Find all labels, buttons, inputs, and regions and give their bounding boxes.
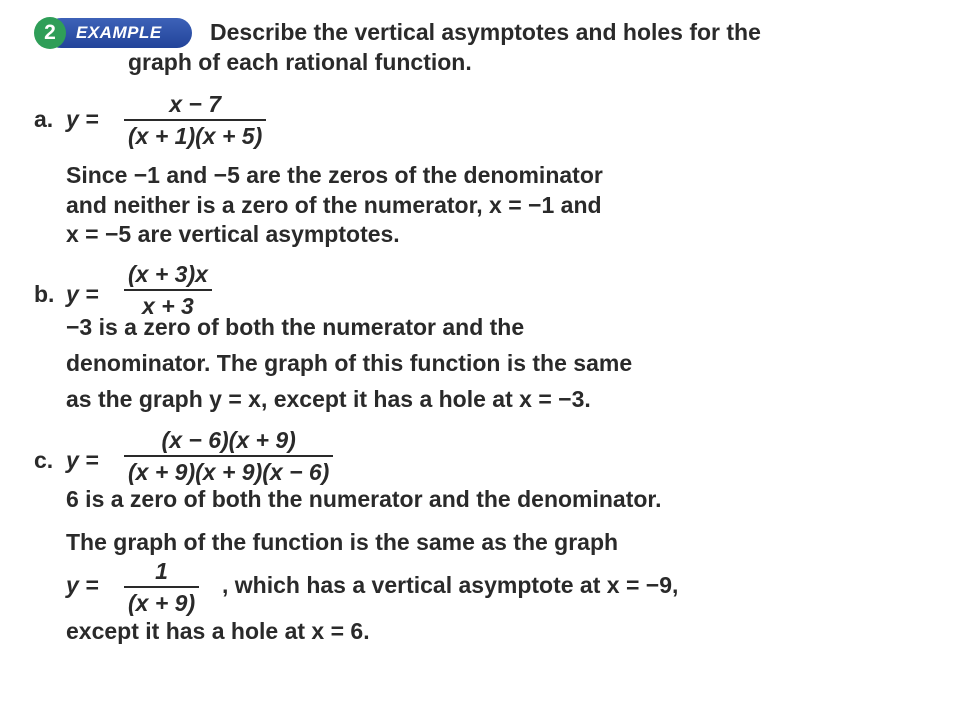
part-c-text-2: The graph of the function is the same as the graph xyxy=(66,529,619,555)
part-c-numerator-2: 1 xyxy=(155,558,168,584)
part-a-label: a. xyxy=(34,106,54,132)
prompt-line-2: graph of each rational function. xyxy=(128,49,472,75)
part-b-numerator: (x + 3)x xyxy=(128,261,208,287)
part-b-label: b. xyxy=(34,281,55,307)
part-b-lhs: y = xyxy=(66,281,99,307)
example-number: 2 xyxy=(34,17,66,49)
part-c-text-3: , which has a vertical asymptote at x = −9, xyxy=(222,572,679,598)
part-c-denominator-2: (x + 9) xyxy=(128,590,196,616)
example-badge xyxy=(34,17,192,49)
part-a-lhs: y = xyxy=(66,106,99,132)
part-c-lhs: y = xyxy=(66,447,99,473)
part-a-text-3: x = −5 are vertical asymptotes. xyxy=(66,221,400,247)
example-label: EXAMPLE xyxy=(76,23,162,42)
part-a-text-1: Since −1 and −5 are the zeros of the denominator xyxy=(66,162,603,188)
part-b-text-3: as the graph y = x, except it has a hole at x = −3. xyxy=(66,386,591,412)
prompt-line-1: Describe the vertical asymptotes and holes for the xyxy=(210,19,761,45)
part-c-lhs-2: y = xyxy=(66,572,99,598)
part-c-text-4: except it has a hole at x = 6. xyxy=(66,618,370,644)
part-a-numerator: x − 7 xyxy=(169,91,222,117)
part-a-denominator: (x + 1)(x + 5) xyxy=(128,123,263,149)
part-b-denominator: x + 3 xyxy=(142,293,194,319)
part-c-fraction xyxy=(124,427,333,485)
part-b-fraction-bar xyxy=(124,289,212,291)
part-b-text-2: denominator. The graph of this function is the same xyxy=(66,350,633,376)
part-a-fraction xyxy=(124,91,266,149)
part-a-text-2: and neither is a zero of the numerator, x = −1 and xyxy=(66,192,602,218)
part-c-fraction-bar-2 xyxy=(124,586,199,588)
part-c-denominator: (x + 9)(x + 9)(x − 6) xyxy=(128,459,330,485)
part-c-fraction-2 xyxy=(124,558,199,616)
part-b-text-1: −3 is a zero of both the numerator and the xyxy=(66,314,525,340)
part-c-fraction-bar xyxy=(124,455,333,457)
part-c-text-1: 6 is a zero of both the numerator and the denominator. xyxy=(66,486,662,512)
part-c-label: c. xyxy=(34,447,54,473)
part-c-numerator: (x − 6)(x + 9) xyxy=(161,427,296,453)
part-b-fraction xyxy=(124,261,212,319)
part-a-fraction-bar xyxy=(124,119,266,121)
